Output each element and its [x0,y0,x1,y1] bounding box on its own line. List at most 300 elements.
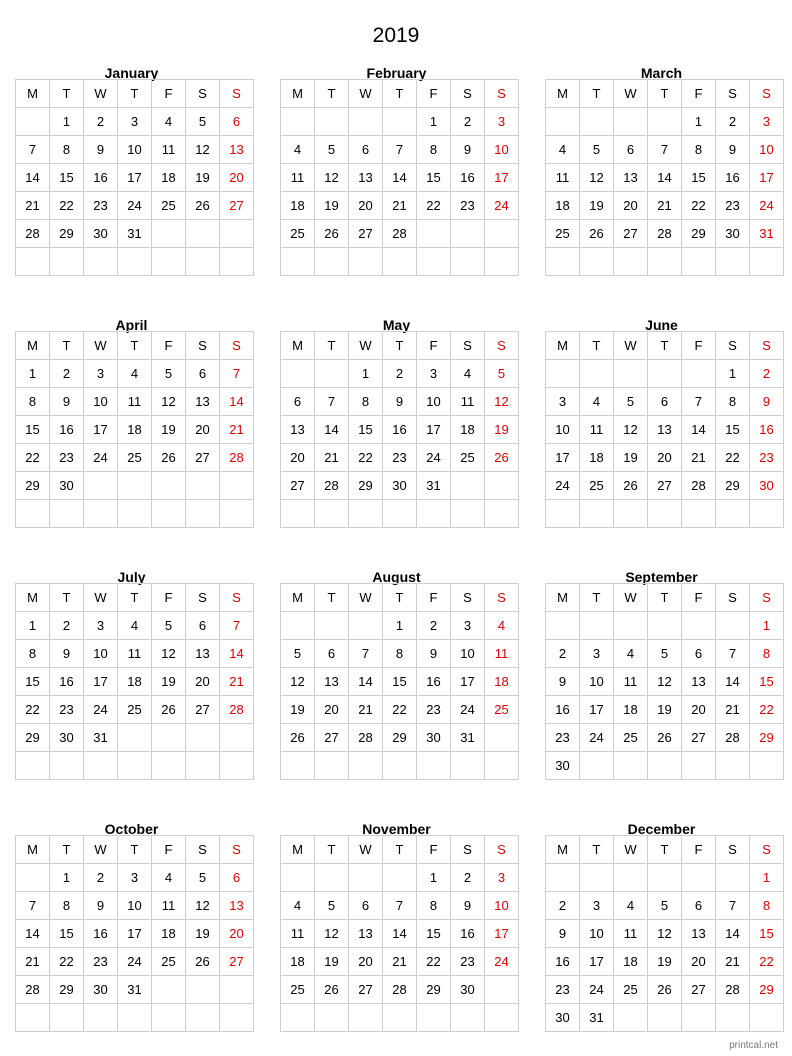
weekday-header: T [118,836,152,864]
weekday-header: M [546,80,580,108]
empty-day-cell [50,248,84,276]
weekday-header: M [281,332,315,360]
day-cell: 4 [118,360,152,388]
weekday-header: M [16,584,50,612]
day-cell: 9 [50,388,84,416]
empty-day-cell [383,248,417,276]
day-cell: 15 [383,668,417,696]
empty-day-cell [220,976,254,1004]
day-cell: 16 [383,416,417,444]
day-cell: 16 [750,416,784,444]
day-cell: 24 [118,948,152,976]
day-cell: 4 [118,612,152,640]
empty-day-cell [315,500,349,528]
empty-day-cell [50,1004,84,1032]
day-cell: 21 [16,948,50,976]
week-row [546,360,784,388]
day-cell: 6 [186,612,220,640]
weekday-header: F [152,584,186,612]
weekday-header: F [682,80,716,108]
day-cell: 26 [315,976,349,1004]
day-cell: 10 [546,416,580,444]
day-cell: 28 [716,976,750,1004]
week-row [16,612,254,640]
empty-day-cell [118,500,152,528]
day-cell: 9 [546,920,580,948]
empty-day-cell [614,752,648,780]
empty-day-cell [315,248,349,276]
day-cell: 23 [716,192,750,220]
week-row [16,696,254,724]
day-cell: 14 [716,668,750,696]
day-cell: 2 [546,640,580,668]
day-cell: 18 [118,668,152,696]
day-cell: 7 [220,360,254,388]
weekday-header: S [716,80,750,108]
day-cell: 23 [451,948,485,976]
day-cell: 17 [580,948,614,976]
empty-day-cell [186,472,220,500]
day-cell: 18 [614,948,648,976]
weekday-header-row [16,332,254,360]
day-cell: 30 [750,472,784,500]
empty-day-cell [152,1004,186,1032]
weekday-header: S [485,584,519,612]
day-cell: 28 [383,976,417,1004]
week-row [16,220,254,248]
weekday-header: S [716,836,750,864]
empty-day-cell [50,500,84,528]
weekday-header: F [417,836,451,864]
weekday-header: M [16,836,50,864]
empty-day-cell [417,248,451,276]
day-cell: 8 [750,640,784,668]
day-cell: 22 [16,696,50,724]
weekday-header: S [750,836,784,864]
day-cell: 28 [220,444,254,472]
day-cell: 20 [186,416,220,444]
weekday-header: T [118,80,152,108]
empty-day-cell [152,976,186,1004]
empty-day-cell [281,1004,315,1032]
day-cell: 14 [383,164,417,192]
empty-day-cell [580,108,614,136]
day-cell: 1 [349,360,383,388]
empty-day-cell [546,500,580,528]
week-row [281,360,519,388]
day-cell: 13 [682,668,716,696]
day-cell: 22 [383,696,417,724]
week-row [546,136,784,164]
empty-day-cell [50,752,84,780]
day-cell: 31 [580,1004,614,1032]
weekday-header: S [220,836,254,864]
day-cell: 22 [750,696,784,724]
week-row [16,892,254,920]
week-row [16,360,254,388]
day-cell: 9 [383,388,417,416]
weekday-header: S [716,584,750,612]
empty-day-cell [485,752,519,780]
day-cell: 31 [451,724,485,752]
day-cell: 9 [451,892,485,920]
empty-day-cell [152,500,186,528]
empty-day-cell [186,976,220,1004]
empty-day-cell [451,248,485,276]
day-cell: 7 [383,892,417,920]
empty-day-cell [220,248,254,276]
day-cell: 16 [84,920,118,948]
day-cell: 13 [220,892,254,920]
weekday-header: S [186,80,220,108]
month-august [280,568,513,745]
day-cell: 2 [451,108,485,136]
day-cell: 3 [417,360,451,388]
day-cell: 11 [118,388,152,416]
day-cell: 1 [750,612,784,640]
day-cell: 7 [16,136,50,164]
day-cell: 10 [451,640,485,668]
day-cell: 2 [84,864,118,892]
empty-day-cell [152,472,186,500]
day-cell: 23 [383,444,417,472]
day-cell: 11 [546,164,580,192]
day-cell: 13 [315,668,349,696]
day-cell: 19 [152,416,186,444]
empty-day-cell [349,500,383,528]
day-cell: 8 [417,136,451,164]
day-cell: 23 [546,976,580,1004]
day-cell: 17 [118,164,152,192]
weekday-header: F [417,80,451,108]
week-row [546,164,784,192]
day-cell: 10 [750,136,784,164]
day-cell: 15 [50,164,84,192]
day-cell: 9 [50,640,84,668]
week-row [546,612,784,640]
week-row [281,724,519,752]
day-cell: 16 [50,416,84,444]
weekday-header: F [682,584,716,612]
month-name: June [645,317,678,333]
day-cell: 14 [220,388,254,416]
day-cell: 12 [580,164,614,192]
empty-day-cell [315,752,349,780]
day-cell: 13 [682,920,716,948]
day-cell: 28 [383,220,417,248]
day-cell: 15 [750,668,784,696]
day-cell: 14 [716,920,750,948]
day-cell: 2 [546,892,580,920]
empty-day-cell [648,108,682,136]
day-cell: 25 [580,472,614,500]
weekday-header: S [716,332,750,360]
day-cell: 20 [315,696,349,724]
day-cell: 14 [383,920,417,948]
day-cell: 26 [281,724,315,752]
week-row [16,948,254,976]
empty-day-cell [84,1004,118,1032]
empty-day-cell [220,472,254,500]
day-cell: 19 [186,920,220,948]
month-table [280,331,519,528]
week-row [281,976,519,1004]
day-cell: 31 [84,724,118,752]
empty-day-cell [682,612,716,640]
weekday-header: T [580,836,614,864]
empty-day-cell [118,472,152,500]
day-cell: 18 [451,416,485,444]
day-cell: 22 [50,192,84,220]
weekday-header: T [118,332,152,360]
empty-day-cell [16,500,50,528]
day-cell: 21 [716,948,750,976]
day-cell: 7 [716,892,750,920]
weekday-header: T [648,836,682,864]
day-cell: 8 [383,640,417,668]
day-cell: 27 [186,444,220,472]
empty-day-cell [485,976,519,1004]
empty-day-cell [485,724,519,752]
weekday-header: W [349,584,383,612]
day-cell: 29 [50,220,84,248]
day-cell: 4 [614,892,648,920]
weekday-header: S [485,332,519,360]
day-cell: 4 [451,360,485,388]
empty-day-cell [614,1004,648,1032]
day-cell: 29 [349,472,383,500]
day-cell: 27 [614,220,648,248]
day-cell: 1 [16,360,50,388]
day-cell: 1 [750,864,784,892]
weekday-header: T [315,332,349,360]
day-cell: 29 [750,724,784,752]
day-cell: 27 [220,192,254,220]
week-row [546,976,784,1004]
day-cell: 8 [50,136,84,164]
day-cell: 25 [546,220,580,248]
empty-day-cell [682,248,716,276]
day-cell: 22 [750,948,784,976]
empty-day-cell [750,752,784,780]
day-cell: 24 [750,192,784,220]
day-cell: 22 [16,444,50,472]
day-cell: 7 [383,136,417,164]
month-name: April [115,317,148,333]
day-cell: 11 [152,892,186,920]
month-table [545,583,784,780]
day-cell: 3 [750,108,784,136]
day-cell: 25 [451,444,485,472]
day-cell: 21 [716,696,750,724]
weekday-header: T [118,584,152,612]
day-cell: 5 [648,892,682,920]
day-cell: 19 [281,696,315,724]
day-cell: 14 [648,164,682,192]
day-cell: 5 [186,864,220,892]
day-cell: 13 [614,164,648,192]
day-cell: 27 [682,724,716,752]
day-cell: 3 [118,864,152,892]
empty-day-cell [152,248,186,276]
weekday-header: S [750,332,784,360]
day-cell: 23 [50,696,84,724]
footer-credit: printcal.net [729,1040,778,1051]
empty-day-cell [716,1004,750,1032]
day-cell: 21 [16,192,50,220]
day-cell: 7 [716,640,750,668]
empty-day-cell [485,220,519,248]
empty-day-cell [614,612,648,640]
day-cell: 13 [281,416,315,444]
weekday-header: T [383,584,417,612]
empty-day-cell [417,1004,451,1032]
week-row [546,892,784,920]
day-cell: 15 [349,416,383,444]
day-cell: 12 [648,920,682,948]
day-cell: 6 [186,360,220,388]
month-name: January [104,65,159,81]
weekday-header: S [750,80,784,108]
day-cell: 1 [716,360,750,388]
empty-day-cell [546,248,580,276]
day-cell: 26 [485,444,519,472]
day-cell: 25 [152,192,186,220]
week-row [546,472,784,500]
day-cell: 20 [220,164,254,192]
empty-day-cell [16,1004,50,1032]
empty-day-cell [315,864,349,892]
empty-day-cell [580,612,614,640]
day-cell: 2 [50,612,84,640]
empty-day-cell [349,752,383,780]
week-row [546,752,784,780]
empty-day-cell [349,612,383,640]
day-cell: 4 [485,612,519,640]
month-december [545,820,778,1025]
day-cell: 23 [451,192,485,220]
week-row [16,108,254,136]
empty-day-cell [546,360,580,388]
day-cell: 6 [220,864,254,892]
day-cell: 21 [315,444,349,472]
day-cell: 15 [750,920,784,948]
empty-day-cell [186,724,220,752]
day-cell: 26 [614,472,648,500]
day-cell: 27 [648,472,682,500]
day-cell: 15 [417,164,451,192]
empty-day-cell [614,108,648,136]
day-cell: 22 [417,948,451,976]
empty-day-cell [281,248,315,276]
week-row [16,388,254,416]
day-cell: 6 [349,136,383,164]
day-cell: 13 [648,416,682,444]
day-cell: 28 [682,472,716,500]
day-cell: 28 [16,220,50,248]
day-cell: 11 [451,388,485,416]
day-cell: 12 [614,416,648,444]
week-row [16,724,254,752]
day-cell: 29 [16,724,50,752]
day-cell: 2 [451,864,485,892]
day-cell: 30 [383,472,417,500]
day-cell: 29 [716,472,750,500]
day-cell: 31 [417,472,451,500]
empty-day-cell [315,1004,349,1032]
day-cell: 23 [546,724,580,752]
day-cell: 15 [16,416,50,444]
month-table [280,79,519,276]
day-cell: 28 [16,976,50,1004]
day-cell: 2 [383,360,417,388]
day-cell: 4 [152,108,186,136]
empty-day-cell [383,108,417,136]
empty-day-cell [716,864,750,892]
empty-day-cell [349,108,383,136]
day-cell: 8 [417,892,451,920]
day-cell: 15 [417,920,451,948]
week-row [281,752,519,780]
empty-day-cell [648,500,682,528]
day-cell: 11 [281,920,315,948]
day-cell: 10 [118,136,152,164]
day-cell: 16 [451,164,485,192]
day-cell: 16 [716,164,750,192]
day-cell: 25 [485,696,519,724]
week-row [281,388,519,416]
day-cell: 13 [186,640,220,668]
day-cell: 14 [682,416,716,444]
empty-day-cell [281,864,315,892]
empty-day-cell [186,220,220,248]
empty-day-cell [648,1004,682,1032]
month-name: February [366,65,427,81]
day-cell: 28 [220,696,254,724]
week-row [546,864,784,892]
day-cell: 21 [383,192,417,220]
day-cell: 30 [50,472,84,500]
day-cell: 2 [750,360,784,388]
day-cell: 8 [716,388,750,416]
month-name: December [627,821,696,837]
empty-day-cell [451,472,485,500]
day-cell: 5 [580,136,614,164]
day-cell: 12 [315,164,349,192]
day-cell: 25 [281,976,315,1004]
day-cell: 27 [220,948,254,976]
day-cell: 1 [16,612,50,640]
week-row [546,948,784,976]
day-cell: 23 [84,948,118,976]
day-cell: 3 [84,360,118,388]
day-cell: 17 [417,416,451,444]
week-row [281,612,519,640]
day-cell: 26 [186,948,220,976]
week-row [546,500,784,528]
day-cell: 5 [315,892,349,920]
empty-day-cell [349,1004,383,1032]
day-cell: 20 [682,696,716,724]
empty-day-cell [716,248,750,276]
month-february [280,64,513,241]
weekday-header: M [281,836,315,864]
day-cell: 11 [485,640,519,668]
day-cell: 20 [281,444,315,472]
week-row [281,192,519,220]
empty-day-cell [281,500,315,528]
day-cell: 1 [682,108,716,136]
